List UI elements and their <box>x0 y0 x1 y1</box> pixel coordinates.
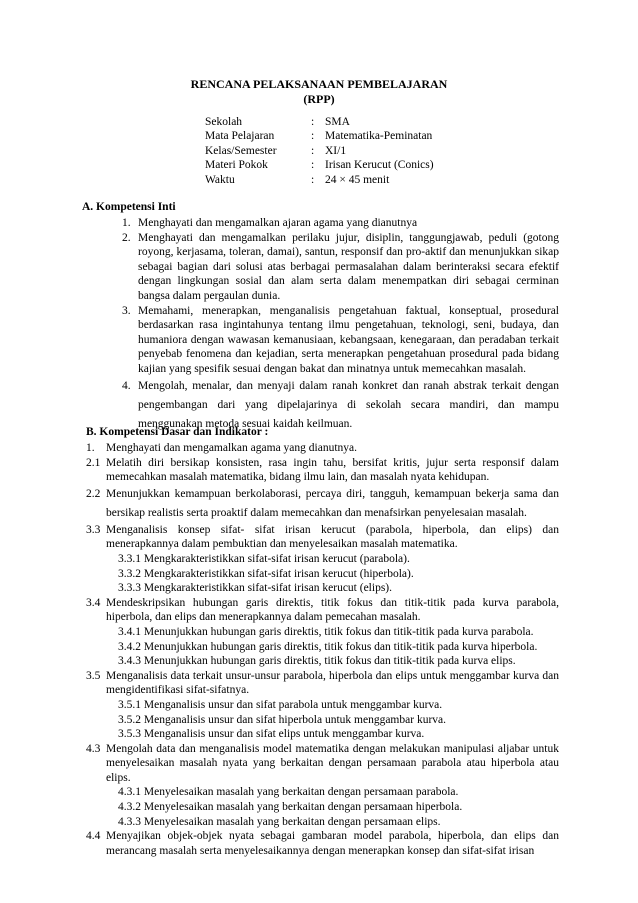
item-text: Melatih diri bersikap konsisten, rasa ingin tahu, bersifat kritis, jujur serta responsif dalam memecahkan masalah matematika, bidang ilmu lain, dan masalah nyata kehidupan. <box>106 456 559 484</box>
item-number <box>102 698 118 713</box>
list-item <box>86 669 559 698</box>
item-text: 3.3.2 Mengkarakteristikkan sifat-sifat irisan kerucut (hiperbola). <box>118 567 414 580</box>
item-number: 1. <box>122 217 131 229</box>
identity-value: Irisan Kerucut (Conics) <box>325 159 434 172</box>
item-number: 3.5 <box>86 669 101 682</box>
document-title: RENCANA PELAKSANAAN PEMBELAJARAN <box>190 77 448 91</box>
indicator-item <box>86 800 559 815</box>
item-number <box>102 727 118 742</box>
item-text: 4.3.1 Menyelesaikan masalah yang berkaitan dengan persamaan parabola. <box>118 786 459 799</box>
indicator-item <box>86 567 559 582</box>
item-number <box>102 815 118 830</box>
list-item <box>122 231 559 304</box>
item-number: 1. <box>86 442 95 454</box>
identity-value: SMA <box>325 116 350 128</box>
item-number: 4. <box>122 379 131 392</box>
item-number: 3.3 <box>86 523 101 536</box>
list-item <box>86 441 559 456</box>
list-item <box>86 742 559 786</box>
identity-row-class <box>205 144 434 158</box>
identity-table <box>205 115 434 187</box>
list-item <box>86 456 559 485</box>
item-number <box>102 581 118 596</box>
item-text: Menghayati dan mengamalkan perilaku jujur, disiplin, tanggungjawab, peduli (gotong royong, kerjasama, toleran, damai), santun, responsif dan pro-aktif dan menunjukkan sikap sebagai bagian dari solusi atas berbagai permasalahan dalam berinteraksi secara efektif dengan lingkungan sosial dan alam serta dalam menempatkan diri sebagai cerminan bangsa dalam pergaulan dunia. <box>138 231 559 302</box>
item-number: 4.3 <box>86 742 101 755</box>
indicator-item <box>86 654 559 669</box>
item-number <box>102 625 118 640</box>
item-text: 4.3.2 Menyelesaikan masalah yang berkaitan dengan persamaan hiperbola. <box>118 801 463 814</box>
indicator-item <box>86 815 559 830</box>
item-text: Menganalisis data terkait unsur-unsur parabola, hiperbola dan elips untuk menggambar kurva dan mengidentifikasi sifat-sifatnya. <box>106 669 559 697</box>
identity-colon: : <box>311 173 315 186</box>
indicator-item <box>86 552 559 567</box>
identity-row-school <box>205 115 434 129</box>
core-competency-list <box>122 216 559 434</box>
item-text: 3.4.2 Menunjukkan hubungan garis direktis, titik fokus dan titik-titik pada kurva hiperbola. <box>118 640 538 653</box>
list-item <box>86 829 559 858</box>
document-subtitle: (RPP) <box>303 92 335 106</box>
item-number: 4.4 <box>86 830 101 843</box>
identity-value: Matematika-Peminatan <box>325 130 433 143</box>
item-text: 3.5.1 Menganalisis unsur dan sifat parabola untuk menggambar kurva. <box>118 698 443 711</box>
item-text: 4.3.3 Menyelesaikan masalah yang berkaitan dengan persamaan elips. <box>118 815 441 828</box>
item-number <box>102 552 118 567</box>
item-text: 3.5.2 Menganalisis unsur dan sifat hiperbola untuk menggambar kurva. <box>118 713 446 726</box>
item-text: Mendeskripsikan hubungan garis direktis, titik fokus dan titik-titik pada kurva parabola, hiperbola, dan elips dan menerapkannya dalam pemecahan masalah. <box>106 596 559 624</box>
basic-competency-list <box>86 441 559 858</box>
item-number: 2. <box>122 231 131 244</box>
item-number <box>102 785 118 800</box>
identity-value: XI/1 <box>325 144 347 157</box>
item-text: Menyajikan objek-objek nyata sebagai gambaran model parabola, hiperbola, dan elips dan merancang masalah serta menyelesaikannya dengan menerapkan konsep dan sifat-sifat irisan <box>106 830 559 857</box>
item-text: Memahami, menerapkan, menganalisis pengetahuan faktual, konseptual, prosedural berdasarkan rasa ingintahunya tentang ilmu pengetahuan, teknologi, seni, budaya, dan humaniora dengan wawasan kemanusiaan, kebangsaan, kenegaraan, dan peradaban terkait penyebab fenomena dan kejadian, serta menerapkan pengetahuan prosedural pada bidang kajian yang spesifik sesuai dengan bakat dan minatnya untuk memecahkan masalah. <box>138 304 559 375</box>
list-item <box>86 485 559 523</box>
indicator-item <box>86 640 559 655</box>
item-text: 3.4.3 Menunjukkan hubungan garis direktis, titik fokus dan titik-titik pada kurva elips. <box>118 655 516 668</box>
identity-label: Waktu <box>205 173 235 186</box>
item-number: 2.1 <box>86 456 101 469</box>
section-b-heading: B. Kompetensi Dasar dan Indikator : <box>86 426 269 438</box>
indicator-item <box>86 727 559 742</box>
indicator-item <box>86 698 559 713</box>
item-number: 3. <box>122 304 131 317</box>
indicator-item <box>86 713 559 728</box>
section-a-heading: A. Kompetensi Inti <box>82 201 176 213</box>
item-number <box>102 713 118 728</box>
indicator-item <box>86 785 559 800</box>
item-text: 3.4.1 Menunjukkan hubungan garis direktis, titik fokus dan titik-titik pada kurva parabola. <box>118 625 534 638</box>
item-text: 3.3.1 Mengkarakteristikkan sifat-sifat irisan kerucut (parabola). <box>118 552 410 565</box>
item-number <box>102 640 118 655</box>
item-text: 3.3.3 Mengkarakteristikkan sifat-sifat irisan kerucut (elips). <box>118 582 393 595</box>
identity-row-subject <box>205 129 434 143</box>
item-text: Mengolah data dan menganalisis model matematika dengan melakukan manipulasi aljabar untuk menyelesaikan masalah nyata yang berkaitan dengan persamaan parabola atau hiperbola atau elips. <box>106 742 559 784</box>
item-text: 3.5.3 Menganalisis unsur dan sifat elips untuk menggambar kurva. <box>118 728 425 741</box>
item-number <box>102 567 118 582</box>
item-number <box>102 800 118 815</box>
indicator-item <box>86 625 559 640</box>
indicator-item <box>86 581 559 596</box>
list-item <box>86 523 559 552</box>
identity-label: Kelas/Semester <box>205 144 277 157</box>
identity-label: Materi Pokok <box>205 159 268 172</box>
identity-label: Sekolah <box>205 116 243 128</box>
item-text: Menghayati dan mengamalkan agama yang dianutnya. <box>106 442 357 454</box>
identity-label: Mata Pelajaran <box>205 130 275 143</box>
item-number: 2.2 <box>86 487 101 500</box>
identity-colon: : <box>311 159 315 172</box>
item-text: Mengolah, menalar, dan menyaji dalam ranah konkret dan ranah abstrak terkait dengan pengembangan dari yang dipelajarinya di sekolah secara mandiri, dan mampu menggunakan metoda sesuai kaidah keilmuan. <box>138 379 559 430</box>
list-item <box>86 596 559 625</box>
identity-value: 24 × 45 menit <box>325 173 390 186</box>
item-text: Menganalisis konsep sifat- sifat irisan kerucut (parabola, hiperbola, dan elips) dan menerapkannya dalam pembuktian dan menyelesaikan masalah matematika. <box>106 523 559 551</box>
identity-colon: : <box>311 116 315 128</box>
item-number <box>102 654 118 669</box>
identity-colon: : <box>311 130 315 143</box>
identity-colon: : <box>311 144 315 157</box>
item-number: 3.4 <box>86 596 101 609</box>
item-text: Menghayati dan mengamalkan ajaran agama yang dianutnya <box>138 217 418 229</box>
identity-row-time <box>205 173 434 187</box>
identity-row-topic <box>205 158 434 172</box>
item-text: Menunjukkan kemampuan berkolaborasi, percaya diri, tangguh, kemampuan bekerja sama dan bersikap realistis serta proaktif dalam memecahkan dan menafsirkan penyelesaian masalah. <box>106 487 559 519</box>
list-item <box>122 216 559 231</box>
list-item <box>122 304 559 377</box>
